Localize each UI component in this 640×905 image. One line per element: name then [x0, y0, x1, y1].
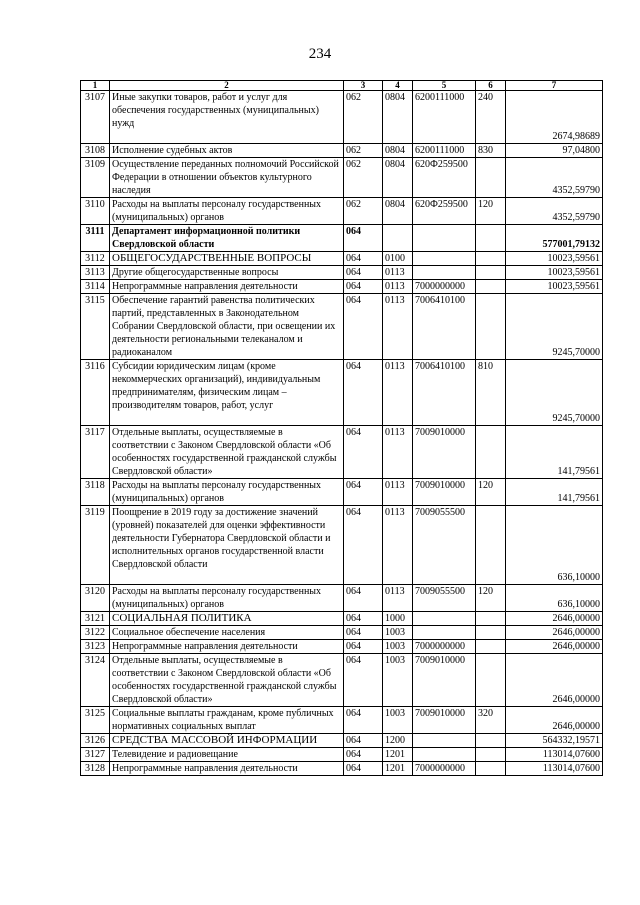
col5-value — [413, 734, 476, 748]
table-row — [81, 654, 603, 707]
amount-value: 2646,00000 — [506, 626, 603, 640]
col5-value: 7006410100 — [413, 294, 476, 360]
row-name: Отдельные выплаты, осуществляемые в соответствии с Законом Свердловской области «Об особенностях государственной гражданской службы Свердловской области» — [110, 426, 344, 479]
header-cell: 2 — [110, 81, 344, 91]
col6-value: 810 — [476, 360, 506, 426]
col3-value: 064 — [344, 506, 383, 585]
col5-value: 7009055500 — [413, 506, 476, 585]
amount-value: 2646,00000 — [506, 612, 603, 626]
row-number: 3123 — [81, 640, 110, 654]
col5-value: 7000000000 — [413, 640, 476, 654]
budget-table — [80, 80, 603, 776]
row-name: Социальные выплаты гражданам, кроме публичных нормативных социальных выплат — [110, 707, 344, 734]
table-row — [81, 360, 603, 426]
amount-value: 4352,59790 — [506, 198, 603, 225]
col5-value: 6200111000 — [413, 144, 476, 158]
col4-value: 1003 — [383, 707, 413, 734]
col6-value — [476, 612, 506, 626]
col6-value — [476, 252, 506, 266]
col4-value: 0113 — [383, 266, 413, 280]
table-row — [81, 762, 603, 776]
col6-value — [476, 506, 506, 585]
col5-value: 7000000000 — [413, 280, 476, 294]
table-row — [81, 294, 603, 360]
table-row — [81, 252, 603, 266]
table-row — [81, 585, 603, 612]
amount-value: 97,04800 — [506, 144, 603, 158]
col6-value — [476, 640, 506, 654]
row-name: Телевидение и радиовещание — [110, 748, 344, 762]
row-name: Непрограммные направления деятельности — [110, 280, 344, 294]
header-cell: 1 — [81, 81, 110, 91]
table-row — [81, 225, 603, 252]
col3-value: 062 — [344, 158, 383, 198]
col3-value: 062 — [344, 144, 383, 158]
row-number: 3120 — [81, 585, 110, 612]
col6-value: 120 — [476, 585, 506, 612]
row-number: 3107 — [81, 91, 110, 144]
amount-value: 113014,07600 — [506, 762, 603, 776]
amount-value: 9245,70000 — [506, 360, 603, 426]
row-number: 3108 — [81, 144, 110, 158]
col3-value: 062 — [344, 91, 383, 144]
row-name: Другие общегосударственные вопросы — [110, 266, 344, 280]
row-name: Социальное обеспечение населения — [110, 626, 344, 640]
table-row — [81, 506, 603, 585]
table-row — [81, 479, 603, 506]
col3-value: 064 — [344, 585, 383, 612]
col5-value: 7009010000 — [413, 479, 476, 506]
header-cell: 7 — [506, 81, 603, 91]
col5-value — [413, 626, 476, 640]
row-name: Расходы на выплаты персоналу государственных (муниципальных) органов — [110, 585, 344, 612]
col3-value: 064 — [344, 626, 383, 640]
amount-value: 141,79561 — [506, 426, 603, 479]
col5-value: 620Ф259500 — [413, 198, 476, 225]
col4-value: 0113 — [383, 585, 413, 612]
row-number: 3118 — [81, 479, 110, 506]
col5-value: 7000000000 — [413, 762, 476, 776]
table-row — [81, 612, 603, 626]
col6-value: 320 — [476, 707, 506, 734]
col5-value: 7009010000 — [413, 654, 476, 707]
col4-value: 0804 — [383, 198, 413, 225]
row-number: 3119 — [81, 506, 110, 585]
col5-value: 6200111000 — [413, 91, 476, 144]
col6-value — [476, 266, 506, 280]
amount-value: 2646,00000 — [506, 654, 603, 707]
row-number: 3115 — [81, 294, 110, 360]
row-number: 3127 — [81, 748, 110, 762]
col3-value: 064 — [344, 612, 383, 626]
amount-value: 4352,59790 — [506, 158, 603, 198]
col5-value: 620Ф259500 — [413, 158, 476, 198]
table-row — [81, 91, 603, 144]
col4-value: 0804 — [383, 158, 413, 198]
col6-value — [476, 734, 506, 748]
col6-value — [476, 158, 506, 198]
table-row — [81, 707, 603, 734]
col5-value — [413, 748, 476, 762]
amount-value: 577001,79132 — [506, 225, 603, 252]
row-number: 3114 — [81, 280, 110, 294]
col6-value — [476, 426, 506, 479]
amount-value: 636,10000 — [506, 506, 603, 585]
header-cell: 3 — [344, 81, 383, 91]
table-row — [81, 640, 603, 654]
col3-value: 064 — [344, 280, 383, 294]
col4-value: 0113 — [383, 280, 413, 294]
col5-value — [413, 252, 476, 266]
col5-value: 7009055500 — [413, 585, 476, 612]
table-row — [81, 144, 603, 158]
row-number: 3113 — [81, 266, 110, 280]
row-name: Осуществление переданных полномочий Российской Федерации в отношении объектов культурного наследия — [110, 158, 344, 198]
col6-value — [476, 225, 506, 252]
col6-value: 830 — [476, 144, 506, 158]
row-name: Обеспечение гарантий равенства политических партий, представленных в Законодательном Собрании Свердловской области, при освещении их деятельности региональными телеканалом и радиоканалом — [110, 294, 344, 360]
col3-value: 064 — [344, 479, 383, 506]
col4-value: 1003 — [383, 640, 413, 654]
col4-value: 0113 — [383, 479, 413, 506]
row-number: 3111 — [81, 225, 110, 252]
col3-value: 064 — [344, 266, 383, 280]
col4-value: 1201 — [383, 762, 413, 776]
table-row — [81, 748, 603, 762]
page-number: 234 — [308, 46, 332, 62]
amount-value: 9245,70000 — [506, 294, 603, 360]
header-cell: 5 — [413, 81, 476, 91]
amount-value: 10023,59561 — [506, 252, 603, 266]
col4-value: 0113 — [383, 294, 413, 360]
table-row — [81, 158, 603, 198]
col6-value — [476, 762, 506, 776]
col3-value: 064 — [344, 640, 383, 654]
col3-value: 064 — [344, 360, 383, 426]
col4-value: 1000 — [383, 612, 413, 626]
amount-value: 2646,00000 — [506, 707, 603, 734]
col6-value — [476, 654, 506, 707]
col3-value: 064 — [344, 654, 383, 707]
amount-value: 10023,59561 — [506, 266, 603, 280]
table-row — [81, 626, 603, 640]
col5-value — [413, 266, 476, 280]
col4-value: 0100 — [383, 252, 413, 266]
col4-value: 0113 — [383, 506, 413, 585]
row-name: Исполнение судебных актов — [110, 144, 344, 158]
col5-value — [413, 225, 476, 252]
row-name: Субсидии юридическим лицам (кроме некоммерческих организаций), индивидуальным предпринимателям, физическим лицам – производителям товаров, работ, услуг — [110, 360, 344, 426]
row-number: 3110 — [81, 198, 110, 225]
col6-value — [476, 294, 506, 360]
col6-value — [476, 748, 506, 762]
row-name: Непрограммные направления деятельности — [110, 640, 344, 654]
col4-value: 0113 — [383, 360, 413, 426]
col6-value — [476, 626, 506, 640]
row-name: СОЦИАЛЬНАЯ ПОЛИТИКА — [110, 612, 344, 626]
row-number: 3122 — [81, 626, 110, 640]
row-number: 3117 — [81, 426, 110, 479]
table-header-row — [81, 81, 603, 91]
col4-value: 0804 — [383, 91, 413, 144]
col3-value: 064 — [344, 762, 383, 776]
row-number: 3116 — [81, 360, 110, 426]
col3-value: 064 — [344, 426, 383, 479]
col5-value — [413, 612, 476, 626]
row-name: Поощрение в 2019 году за достижение значений (уровней) показателей для оценки эффективности деятельности Губернатора Свердловской области и исполнительных органов государственной власти Свердловской области — [110, 506, 344, 585]
col4-value — [383, 225, 413, 252]
col5-value: 7006410100 — [413, 360, 476, 426]
col3-value: 062 — [344, 198, 383, 225]
row-name: ОБЩЕГОСУДАРСТВЕННЫЕ ВОПРОСЫ — [110, 252, 344, 266]
amount-value: 141,79561 — [506, 479, 603, 506]
col3-value: 064 — [344, 707, 383, 734]
amount-value: 636,10000 — [506, 585, 603, 612]
table-row — [81, 266, 603, 280]
col4-value: 0804 — [383, 144, 413, 158]
col3-value: 064 — [344, 252, 383, 266]
col5-value: 7009010000 — [413, 426, 476, 479]
row-name: Отдельные выплаты, осуществляемые в соответствии с Законом Свердловской области «Об особенностях государственной гражданской службы Свердловской области» — [110, 654, 344, 707]
header-cell: 6 — [476, 81, 506, 91]
amount-value: 10023,59561 — [506, 280, 603, 294]
row-number: 3125 — [81, 707, 110, 734]
col4-value: 1201 — [383, 748, 413, 762]
col3-value: 064 — [344, 294, 383, 360]
row-number: 3126 — [81, 734, 110, 748]
col6-value: 240 — [476, 91, 506, 144]
col6-value: 120 — [476, 479, 506, 506]
col5-value: 7009010000 — [413, 707, 476, 734]
amount-value: 2646,00000 — [506, 640, 603, 654]
col3-value: 064 — [344, 225, 383, 252]
col4-value: 0113 — [383, 426, 413, 479]
table-row — [81, 280, 603, 294]
table-row — [81, 426, 603, 479]
row-name: Иные закупки товаров, работ и услуг для обеспечения государственных (муниципальных) нужд — [110, 91, 344, 144]
amount-value: 2674,98689 — [506, 91, 603, 144]
row-name: Расходы на выплаты персоналу государственных (муниципальных) органов — [110, 198, 344, 225]
col3-value: 064 — [344, 734, 383, 748]
col6-value: 120 — [476, 198, 506, 225]
row-number: 3124 — [81, 654, 110, 707]
col4-value: 1200 — [383, 734, 413, 748]
table-row — [81, 198, 603, 225]
amount-value: 113014,07600 — [506, 748, 603, 762]
row-name: Расходы на выплаты персоналу государственных (муниципальных) органов — [110, 479, 344, 506]
col6-value — [476, 280, 506, 294]
amount-value: 564332,19571 — [506, 734, 603, 748]
row-name: Непрограммные направления деятельности — [110, 762, 344, 776]
header-cell: 4 — [383, 81, 413, 91]
row-number: 3121 — [81, 612, 110, 626]
col4-value: 1003 — [383, 626, 413, 640]
row-name: СРЕДСТВА МАССОВОЙ ИНФОРМАЦИИ — [110, 734, 344, 748]
col3-value: 064 — [344, 748, 383, 762]
row-number: 3112 — [81, 252, 110, 266]
table-row — [81, 734, 603, 748]
row-number: 3109 — [81, 158, 110, 198]
col4-value: 1003 — [383, 654, 413, 707]
row-number: 3128 — [81, 762, 110, 776]
row-name: Департамент информационной политики Свердловской области — [110, 225, 344, 252]
